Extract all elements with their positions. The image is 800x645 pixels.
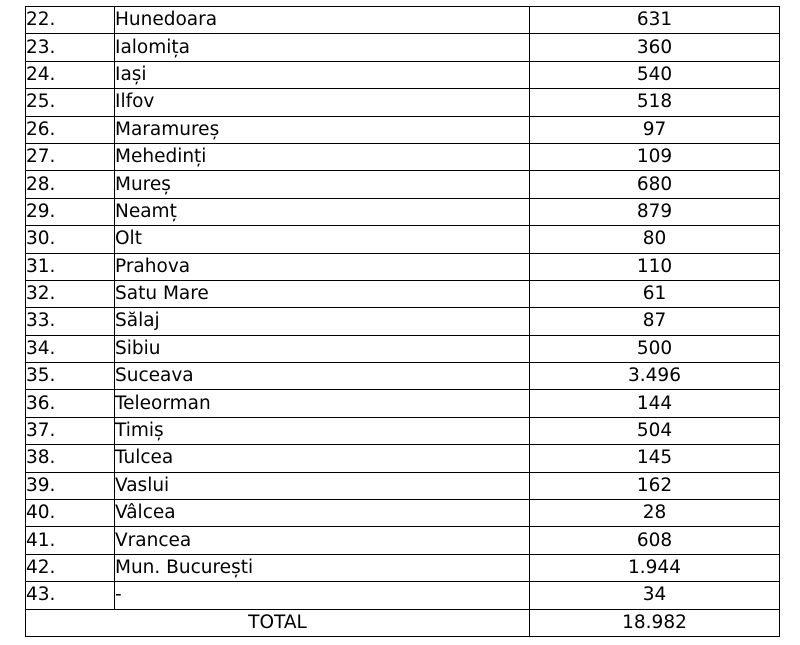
county-name: Vaslui (115, 472, 530, 499)
row-number: 26. (26, 116, 115, 143)
county-name: Ilfov (115, 89, 530, 116)
row-value: 109 (530, 143, 780, 170)
row-number: 41. (26, 527, 115, 554)
row-number: 38. (26, 445, 115, 472)
county-name: Maramureș (115, 116, 530, 143)
county-name: - (115, 582, 530, 609)
row-number: 37. (26, 417, 115, 444)
county-name: Ialomița (115, 34, 530, 61)
county-name: Mun. București (115, 554, 530, 581)
table-row (26, 335, 780, 362)
county-name: Teleorman (115, 390, 530, 417)
table-row (26, 445, 780, 472)
table-row (26, 198, 780, 225)
table-row (26, 143, 780, 170)
county-name: Tulcea (115, 445, 530, 472)
county-name: Sibiu (115, 335, 530, 362)
county-name: Hunedoara (115, 7, 530, 34)
county-name: Mehedinți (115, 143, 530, 170)
row-value: 80 (530, 226, 780, 253)
row-value: 144 (530, 390, 780, 417)
table-row (26, 527, 780, 554)
table-row (26, 417, 780, 444)
row-value: 162 (530, 472, 780, 499)
row-number: 34. (26, 335, 115, 362)
table-row (26, 308, 780, 335)
row-number: 30. (26, 226, 115, 253)
row-number: 29. (26, 198, 115, 225)
table-row (26, 472, 780, 499)
row-value: 500 (530, 335, 780, 362)
county-name: Suceava (115, 363, 530, 390)
row-number: 25. (26, 89, 115, 116)
row-number: 23. (26, 34, 115, 61)
table-row (26, 280, 780, 307)
row-value: 61 (530, 280, 780, 307)
row-value: 540 (530, 61, 780, 88)
row-number: 33. (26, 308, 115, 335)
row-value: 879 (530, 198, 780, 225)
table-row (26, 390, 780, 417)
table-row (26, 61, 780, 88)
table-row (26, 34, 780, 61)
county-name: Olt (115, 226, 530, 253)
table-row (26, 500, 780, 527)
row-value: 87 (530, 308, 780, 335)
data-table (25, 6, 780, 637)
total-value: 18.982 (530, 609, 780, 636)
row-number: 42. (26, 554, 115, 581)
row-value: 34 (530, 582, 780, 609)
county-name: Prahova (115, 253, 530, 280)
row-number: 40. (26, 500, 115, 527)
table-row (26, 582, 780, 609)
row-number: 35. (26, 363, 115, 390)
table-row (26, 89, 780, 116)
row-value: 680 (530, 171, 780, 198)
row-value: 110 (530, 253, 780, 280)
table-row (26, 253, 780, 280)
row-number: 28. (26, 171, 115, 198)
county-name: Mureș (115, 171, 530, 198)
county-name: Vâlcea (115, 500, 530, 527)
row-number: 27. (26, 143, 115, 170)
table-row (26, 554, 780, 581)
row-number: 36. (26, 390, 115, 417)
row-value: 145 (530, 445, 780, 472)
row-number: 24. (26, 61, 115, 88)
row-number: 43. (26, 582, 115, 609)
row-number: 31. (26, 253, 115, 280)
row-value: 1.944 (530, 554, 780, 581)
table-row (26, 7, 780, 34)
total-label: TOTAL (26, 609, 530, 636)
total-row (26, 609, 780, 636)
county-name: Satu Mare (115, 280, 530, 307)
row-value: 360 (530, 34, 780, 61)
row-number: 32. (26, 280, 115, 307)
row-value: 3.496 (530, 363, 780, 390)
county-name: Neamț (115, 198, 530, 225)
row-value: 28 (530, 500, 780, 527)
row-value: 518 (530, 89, 780, 116)
row-value: 608 (530, 527, 780, 554)
table-row (26, 226, 780, 253)
table-row (26, 116, 780, 143)
county-name: Iași (115, 61, 530, 88)
table-row (26, 171, 780, 198)
county-name: Timiș (115, 417, 530, 444)
row-value: 504 (530, 417, 780, 444)
row-value: 631 (530, 7, 780, 34)
row-number: 22. (26, 7, 115, 34)
row-value: 97 (530, 116, 780, 143)
row-number: 39. (26, 472, 115, 499)
county-name: Sălaj (115, 308, 530, 335)
table-row (26, 363, 780, 390)
table-body (26, 7, 780, 637)
county-name: Vrancea (115, 527, 530, 554)
